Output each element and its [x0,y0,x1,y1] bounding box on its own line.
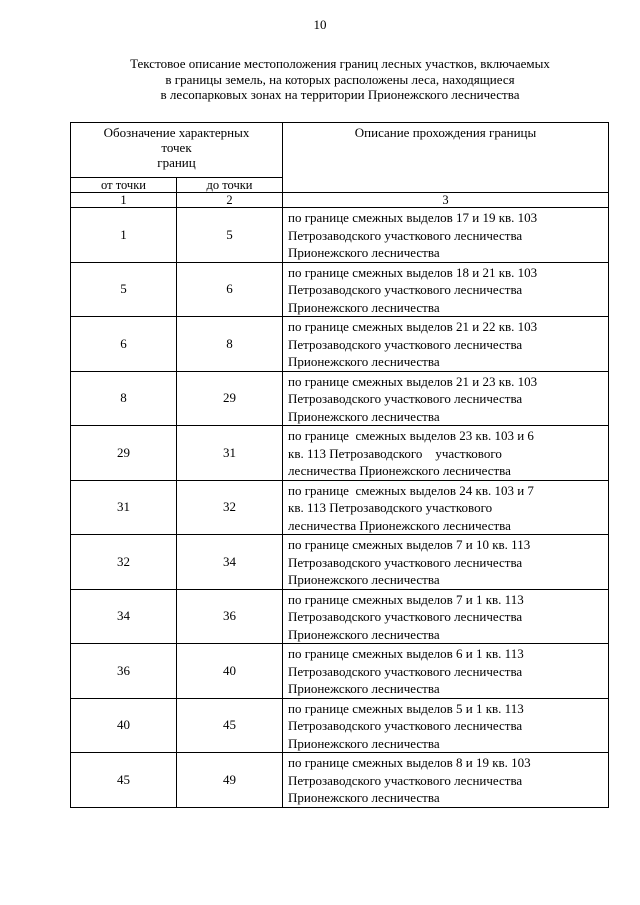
description-line: Петрозаводского участкового лесничества [288,609,523,624]
header-description-cell: Описание прохождения границы [283,123,609,193]
to-point-cell: 45 [177,698,283,753]
page-number: 10 [313,17,327,32]
description-line: Петрозаводского участкового лесничества [288,227,523,243]
from-point-cell: 31 [71,480,177,535]
table-row [71,208,609,263]
description-line: по границе смежных выделов 17 и 19 кв. 103 [288,210,538,225]
description-line: по границе смежных выделов 21 и 22 кв. 103 [288,319,538,334]
from-point-cell: 45 [71,753,177,808]
to-point-cell: 5 [177,208,283,263]
from-point-cell: 8 [71,371,177,426]
description-cell [283,262,609,317]
description-line: Прионежского лесничества [288,790,440,805]
description-line: Петрозаводского участкового лесничества [288,718,523,733]
header-points-line: границ [157,155,196,170]
document-title [70,56,610,103]
table-row [71,698,609,753]
column-number: 2 [177,193,283,208]
description-line: Прионежского лесничества [288,354,440,369]
from-point-cell: 34 [71,589,177,644]
description-cell [283,753,609,808]
description-line: по границе смежных выделов 23 кв. 103 и 6 [288,428,534,443]
description-line: Петрозаводского участкового лесничества [288,391,523,406]
header-to-cell: до точки [177,178,283,193]
title-line: Текстовое описание местоположения границ лесных участков, включаемых [130,56,550,71]
description-cell [283,317,609,372]
to-point-cell: 40 [177,644,283,699]
description-cell [283,535,609,590]
description-cell [283,371,609,426]
header-points-cell [71,123,283,178]
description-line: Петрозаводского участкового лесничества [288,772,523,788]
description-line: Прионежского лесничества [288,408,440,424]
column-number-row [71,193,609,208]
header-points-line: точек [161,140,192,155]
table-row [71,262,609,317]
description-line: Прионежского лесничества [288,681,440,696]
description-line: по границе смежных выделов 7 и 10 кв. 113 [288,537,531,552]
description-line: лесничества Прионежского лесничества [288,517,511,533]
table-row [71,480,609,535]
table-row [71,371,609,426]
description-cell [283,698,609,753]
header-points-line: Обозначение характерных [103,125,250,140]
to-point-cell: 31 [177,426,283,481]
description-line: кв. 113 Петрозаводского участкового [288,500,493,515]
description-line: Прионежского лесничества [288,245,440,260]
to-point-cell: 34 [177,535,283,590]
description-cell [283,480,609,535]
to-point-cell: 6 [177,262,283,317]
description-line: по границе смежных выделов 6 и 1 кв. 113 [288,646,524,661]
from-point-cell: 36 [71,644,177,699]
from-point-cell: 1 [71,208,177,263]
column-number: 1 [71,193,177,208]
description-line: Прионежского лесничества [288,572,440,587]
from-point-cell: 32 [71,535,177,590]
description-line: по границе смежных выделов 7 и 1 кв. 113 [288,591,524,607]
title-line: в лесопарковых зонах на территории Прионежского лесничества [160,87,520,102]
table-row [71,535,609,590]
description-line: по границе смежных выделов 18 и 21 кв. 103 [288,264,538,280]
column-number: 3 [283,193,609,208]
description-cell [283,426,609,481]
description-line: Прионежского лесничества [288,299,440,315]
description-line: по границе смежных выделов 5 и 1 кв. 113 [288,700,524,716]
description-cell [283,644,609,699]
description-line: по границе смежных выделов 8 и 19 кв. 103 [288,755,531,770]
to-point-cell: 36 [177,589,283,644]
description-line: по границе смежных выделов 24 кв. 103 и 7 [288,482,534,498]
table-row [71,589,609,644]
description-line: лесничества Прионежского лесничества [288,463,511,478]
table-header-row [71,123,609,178]
to-point-cell: 32 [177,480,283,535]
description-cell [283,589,609,644]
table-row [71,426,609,481]
description-line: Петрозаводского участкового лесничества [288,336,523,352]
description-line: Прионежского лесничества [288,626,440,642]
to-point-cell: 49 [177,753,283,808]
description-cell [283,208,609,263]
boundary-table [70,122,609,808]
from-point-cell: 5 [71,262,177,317]
description-line: Петрозаводского участкового лесничества [288,663,523,679]
to-point-cell: 29 [177,371,283,426]
from-point-cell: 6 [71,317,177,372]
from-point-cell: 40 [71,698,177,753]
description-line: Прионежского лесничества [288,735,440,751]
description-line: кв. 113 Петрозаводского участкового [288,445,502,461]
title-line: в границы земель, на которых расположены леса, находящиеся [165,71,515,87]
description-line: Петрозаводского участкового лесничества [288,282,523,297]
header-from-cell: от точки [71,178,177,193]
table-row [71,644,609,699]
to-point-cell: 8 [177,317,283,372]
from-point-cell: 29 [71,426,177,481]
table-row [71,317,609,372]
description-line: Петрозаводского участкового лесничества [288,554,523,570]
description-line: по границе смежных выделов 21 и 23 кв. 103 [288,373,538,389]
table-row [71,753,609,808]
